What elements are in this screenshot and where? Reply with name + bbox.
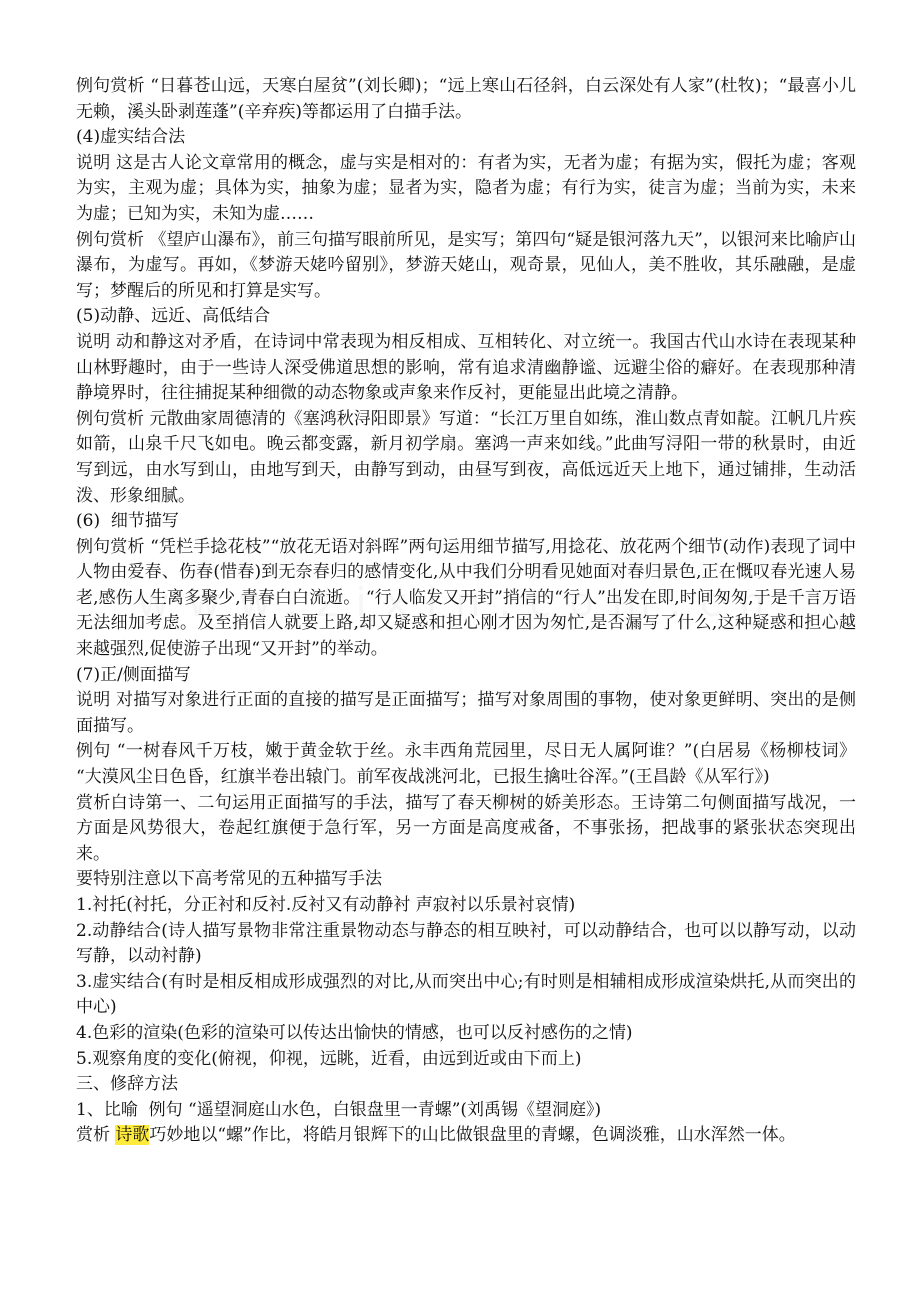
list-item: 2.动静结合(诗人描写景物非常注重景物动态与静态的相互映衬，可以动静结合，也可以以静写动，以动写静，以动衬静) [76, 920, 856, 967]
list-item: 1.衬托(衬托，分正衬和反衬.反衬又有动静衬 声寂衬以乐景衬哀情) [76, 895, 576, 915]
paragraph: 说明 动和静这对矛盾，在诗词中常表现为相反相成、互相转化、对立统一。我国古代山水诗在表现某种山林野趣时，由于一些诗人深受佛道思想的影响，常有追求清幽静谧、远避尘俗的癖好。在表现那种清静境界时，往往捕捉某种细微的动态物象或声象来作反衬，更能显出此境之清静。 [76, 331, 856, 404]
paragraph-last [76, 1123, 856, 1149]
section-heading: (7)正/侧面描写 [76, 664, 191, 685]
section-heading: 要特别注意以下高考常见的五种描写手法 [76, 869, 382, 890]
paragraph: 例句赏析 《望庐山瀑布》，前三句描写眼前所见，是实写；第四句“疑是银河落九天”，以银河来比喻庐山瀑布，为虚写。再如，《梦游天姥吟留别》，梦游天姥山，观奇景，见仙人，美不胜收，其乐融融，是虚写；梦醒后的所见和打算是实写。 [76, 229, 856, 301]
highlighted-word: 诗歌 [115, 1125, 150, 1146]
paragraph: 例句赏析 “日暮苍山远，天寒白屋贫”(刘长卿)；“远上寒山石径斜，白云深处有人家”(杜牧)；“最喜小儿无赖，溪头卧剥莲蓬”(辛弃疾)等都运用了白描手法。 [76, 76, 856, 122]
last-rest: 巧妙地以“螺”作比，将皓月银辉下的山比做银盘里的青螺，色调淡雅，山水浑然一体。 [149, 1125, 796, 1146]
paragraph: 例句 “一树春风千万枝，嫩于黄金软于丝。永丰西角荒园里，尽日无人属阿谁？”(白居易《杨柳枝词》 “大漠风尘日色昏，红旗半卷出辕门。前军夜战洮河北，已报生擒吐谷浑。”(王昌龄《从军行》) [76, 741, 856, 788]
list-item: 3.虚实结合(有时是相反相成形成强烈的对比,从而突出中心;有时则是相辅相成形成渲染烘托,从而突出的中心) [76, 971, 856, 1018]
paragraph: 说明 对描写对象进行正面的直接的描写是正面描写；描写对象周围的事物，使对象更鲜明、突出的是侧面描写。 [76, 690, 856, 736]
list-item: 5.观察角度的变化(俯视，仰视，远眺，近看，由远到近或由下而上) [76, 1048, 582, 1069]
paragraph: 1、比喻 例句 “遥望洞庭山水色，白银盘里一青螺”(刘禹锡《望洞庭》) [76, 1099, 602, 1120]
document-body [76, 74, 856, 1149]
section-heading: 三、修辞方法 [76, 1074, 178, 1095]
paragraph: 赏析白诗第一、二句运用正面描写的手法，描写了春天柳树的娇美形态。王诗第二句侧面描写战况，一方面是风势很大，卷起红旗便于急行军，另一方面是高度戒备，不事张扬，把战事的紧张状态突现出来。 [76, 792, 856, 864]
section-heading: (4)虚实结合法 [76, 127, 186, 148]
list-item: 4.色彩的渲染(色彩的渲染可以传达出愉快的情感，也可以反衬感伤的之情) [76, 1022, 633, 1043]
last-prefix: 赏析 [76, 1125, 116, 1146]
paragraph: 例句赏析 “凭栏手捻花枝”“放花无语对斜晖”两句运用细节描写,用捻花、放花两个细节(动作)表现了词中人物由爱春、伤春(惜春)到无奈春归的感情变化,从中我们分明看见她面对春归景色,正在慨叹春光速人易老,感伤人生离多聚少,青春白白流逝。 “行人临发又开封”捎信的“行人”出发在即,时间匆匆,于是千言万语无法细加考虑。及至捎信人就要上路,却又疑惑和担心刚才因为匆忙,是否漏写了什么,这种疑惑和担心越来越强烈,促使游子出现“又开封”的举动。 [76, 536, 856, 660]
section-heading: (6) 细节描写 [76, 511, 179, 532]
section-heading: (5)动静、远近、高低结合 [76, 306, 271, 327]
paragraph: 说明 这是古人论文章常用的概念，虚与实是相对的：有者为实，无者为虚；有据为实，假托为虚；客观为实，主观为虚；具体为实，抽象为虚；显者为实，隐者为虚；有行为实，徒言为虚；当前为实，未来为虚；已知为实，未知为虚…… [76, 152, 856, 224]
paragraph: 例句赏析 元散曲家周德清的《塞鸿秋浔阳即景》写道：“长江万里自如练，淮山数点青如靛。江帆几片疾如箭，山泉千尺飞如电。晚云都变露，新月初学扇。塞鸿一声来如线。”此曲写浔阳一带的秋景时，由近写到远，由水写到山，由地写到天，由静写到动，由昼写到夜，高低远近天上地下，通过铺排，生动活泼、形象细腻。 [76, 408, 856, 506]
